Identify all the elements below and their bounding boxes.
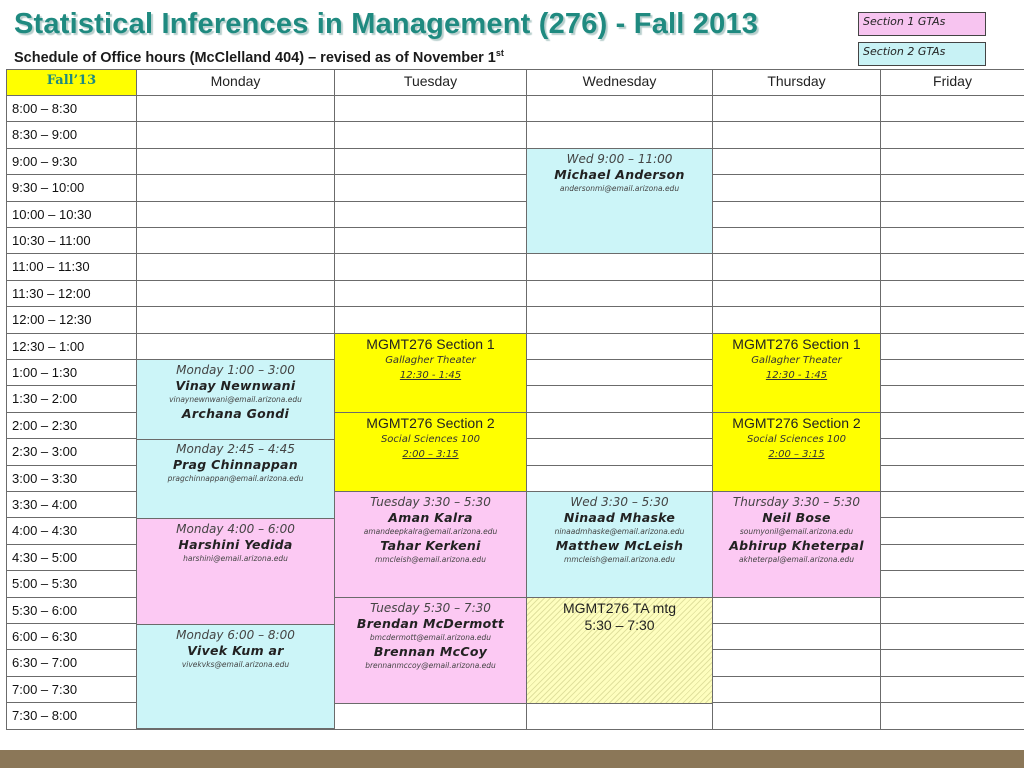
lecture-location: Gallagher Theater [751,355,842,366]
schedule-cell [880,544,1024,571]
ta-email: andersonmi@email.arizona.edu [559,184,680,193]
schedule-cell [712,95,881,122]
ta-name: Ninaad Mhaske [563,510,676,525]
page-subtitle [14,48,504,66]
legend-section1: Section 1 GTAs [858,12,986,36]
schedule-cell [526,438,713,466]
schedule-cell [880,517,1024,545]
schedule-cell [334,174,527,202]
schedule-cell [880,333,1024,360]
time-slot-label: 2:00 – 2:30 [6,412,137,439]
schedule-cell [136,148,335,175]
schedule-cell [880,597,1024,624]
block-time: Tuesday 3:30 – 5:30 [370,495,491,509]
schedule-cell [136,95,335,122]
lecture-block [334,333,527,413]
time-slot-label: 10:00 – 10:30 [6,201,137,228]
schedule-cell [334,253,527,281]
schedule-cell [880,649,1024,677]
schedule-cell [334,227,527,254]
lecture-title: MGMT276 Section 1 [366,336,495,352]
page-title: Statistical Inferences in Management (276) - Fall 2013 [14,8,759,40]
schedule-cell [526,253,713,281]
schedule-cell [526,702,713,730]
office-hours-block [712,491,881,598]
time-slot-label: 10:30 – 11:00 [6,227,137,254]
schedule-cell [880,676,1024,703]
ta-name: Aman Kalra [388,510,473,525]
ta-name: Michael Anderson [554,167,685,182]
ta-name: Matthew McLeish [555,538,684,553]
schedule-cell [712,201,881,228]
schedule-cell [880,227,1024,254]
schedule-cell [526,412,713,439]
office-hours-block [136,518,335,625]
schedule-cell [526,333,713,360]
schedule-cell [136,333,335,360]
ta-email: mmcleish@email.arizona.edu [564,555,675,564]
time-slot-label: 8:30 – 9:00 [6,121,137,149]
ta-name: Vinay Newnwani [175,378,296,393]
lecture-title: MGMT276 Section 2 [366,415,495,431]
time-slot-label: 5:30 – 6:00 [6,597,137,624]
ta-email: vivekvks@email.arizona.edu [181,660,290,669]
schedule-cell [526,95,713,122]
schedule-cell [712,649,881,677]
lecture-location: Social Sciences 100 [746,434,847,445]
schedule-cell [334,121,527,149]
time-slot-label: 6:30 – 7:00 [6,649,137,677]
time-slot-label: 5:00 – 5:30 [6,570,137,598]
ta-name: Harshini Yedida [178,537,293,552]
schedule-cell [334,702,527,730]
schedule-cell [712,253,881,281]
block-time: Monday 2:45 – 4:45 [176,442,295,456]
schedule-cell [526,121,713,149]
ta-name: Brendan McDermott [356,616,505,631]
schedule-cell [136,201,335,228]
schedule-cell [526,359,713,386]
ta-name: Brennan McCoy [373,644,488,659]
lecture-time: 12:30 - 1:45 [399,370,462,381]
schedule-cell [880,465,1024,492]
time-slot-label: 2:30 – 3:00 [6,438,137,466]
ta-name: Prag Chinnappan [173,457,298,472]
time-slot-label: 12:00 – 12:30 [6,306,137,334]
ta-name: Tahar Kerkeni [380,538,481,553]
schedule-cell [526,280,713,307]
lecture-block [334,412,527,492]
block-time: Tuesday 5:30 – 7:30 [370,601,491,615]
day-header-friday: Friday [880,69,1024,96]
time-slot-label: 12:30 – 1:00 [6,333,137,360]
office-hours-block [136,359,335,440]
schedule-cell [526,465,713,492]
office-hours-block [526,148,713,254]
schedule-cell [136,306,335,334]
ta-email: soumyonil@email.arizona.edu [739,527,854,536]
ta-name: Vivek Kum ar [187,643,284,658]
schedule-cell [880,201,1024,228]
schedule-cell [136,253,335,281]
schedule-cell [880,306,1024,334]
schedule-cell [880,253,1024,281]
office-hours-block [136,439,335,519]
term-label: Fall’13 [6,69,137,96]
schedule-cell [136,227,335,254]
subtitle-superscript: st [495,48,504,58]
time-slot-label: 4:30 – 5:00 [6,544,137,571]
lecture-title: MGMT276 Section 2 [732,415,861,431]
schedule-cell [712,174,881,202]
schedule-cell [136,121,335,149]
ta-email: brennanmccoy@email.arizona.edu [365,661,496,670]
block-time: Thursday 3:30 – 5:30 [732,495,861,509]
lecture-block [712,333,881,413]
schedule-cell [880,702,1024,730]
schedule-cell [712,121,881,149]
schedule-cell [880,121,1024,149]
schedule-cell [136,280,335,307]
meeting-title: MGMT276 TA mtg [562,600,677,616]
schedule-cell [880,148,1024,175]
ta-email: harshini@email.arizona.edu [183,554,288,563]
office-hours-block [526,491,713,598]
schedule-cell [880,623,1024,650]
schedule-cell [712,306,881,334]
legend-section2: Section 2 GTAs [858,42,986,66]
time-slot-label: 8:00 – 8:30 [6,95,137,122]
ta-email: mmcleish@email.arizona.edu [375,555,486,564]
schedule-cell [712,148,881,175]
lecture-time: 12:30 - 1:45 [765,370,828,381]
ta-email: ninaadmhaske@email.arizona.edu [554,527,685,536]
time-slot-label: 9:30 – 10:00 [6,174,137,202]
lecture-block [712,412,881,492]
ta-email: vinaynewnwani@email.arizona.edu [169,395,302,404]
office-hours-block [136,624,335,729]
schedule-cell [880,174,1024,202]
schedule-cell [526,306,713,334]
schedule-cell [880,570,1024,598]
ta-name: Neil Bose [762,510,831,525]
time-slot-label: 9:00 – 9:30 [6,148,137,175]
schedule-cell [880,438,1024,466]
ta-email: amandeepkalra@email.arizona.edu [363,527,498,536]
time-slot-label: 4:00 – 4:30 [6,517,137,545]
schedule-cell [712,676,881,703]
ta-email: bmcdermott@email.arizona.edu [369,633,492,642]
time-slot-label: 3:30 – 4:00 [6,491,137,518]
subtitle-text: Schedule of Office hours (McClelland 404) – revised as of November 1 [14,49,496,66]
day-header-tuesday: Tuesday [334,69,527,96]
block-time: Monday 1:00 – 3:00 [176,363,295,377]
ta-email: pragchinnappan@email.arizona.edu [167,474,304,483]
lecture-time: 2:00 – 3:15 [768,449,825,460]
office-hours-block [334,597,527,704]
ta-email: akheterpal@email.arizona.edu [738,555,855,564]
day-header-monday: Monday [136,69,335,96]
ta-name: Archana Gondi [181,406,290,421]
schedule-cell [880,280,1024,307]
schedule-cell [712,702,881,730]
schedule-cell [334,148,527,175]
time-slot-label: 7:00 – 7:30 [6,676,137,703]
schedule-cell [712,597,881,624]
schedule-cell [712,623,881,650]
ta-name: Abhirup Kheterpal [729,538,864,553]
schedule-cell [334,306,527,334]
lecture-time: 2:00 – 3:15 [402,449,459,460]
schedule-cell [334,201,527,228]
block-time: Monday 4:00 – 6:00 [176,522,295,536]
schedule-cell [880,359,1024,386]
day-header-wednesday: Wednesday [526,69,713,96]
schedule-cell [712,280,881,307]
block-time: Wed 3:30 – 5:30 [570,495,669,509]
time-slot-label: 1:30 – 2:00 [6,385,137,413]
time-slot-label: 11:00 – 11:30 [6,253,137,281]
schedule-cell [136,174,335,202]
time-slot-label: 11:30 – 12:00 [6,280,137,307]
schedule-cell [334,280,527,307]
block-time: Monday 6:00 – 8:00 [176,628,295,642]
office-hours-block [334,491,527,598]
lecture-title: MGMT276 Section 1 [732,336,861,352]
ta-meeting-block [526,597,713,704]
time-slot-label: 3:00 – 3:30 [6,465,137,492]
time-slot-label: 1:00 – 1:30 [6,359,137,386]
lecture-location: Social Sciences 100 [380,434,481,445]
time-slot-label: 7:30 – 8:00 [6,702,137,730]
schedule-cell [880,491,1024,518]
time-slot-label: 6:00 – 6:30 [6,623,137,650]
block-time: Wed 9:00 – 11:00 [566,152,673,166]
footer-bar [0,750,1024,768]
schedule-cell [712,227,881,254]
meeting-time: 5:30 – 7:30 [584,617,655,633]
day-header-thursday: Thursday [712,69,881,96]
schedule-cell [880,412,1024,439]
schedule-cell [880,95,1024,122]
lecture-location: Gallagher Theater [385,355,476,366]
schedule-cell [880,385,1024,413]
schedule-cell [526,385,713,413]
schedule-cell [334,95,527,122]
